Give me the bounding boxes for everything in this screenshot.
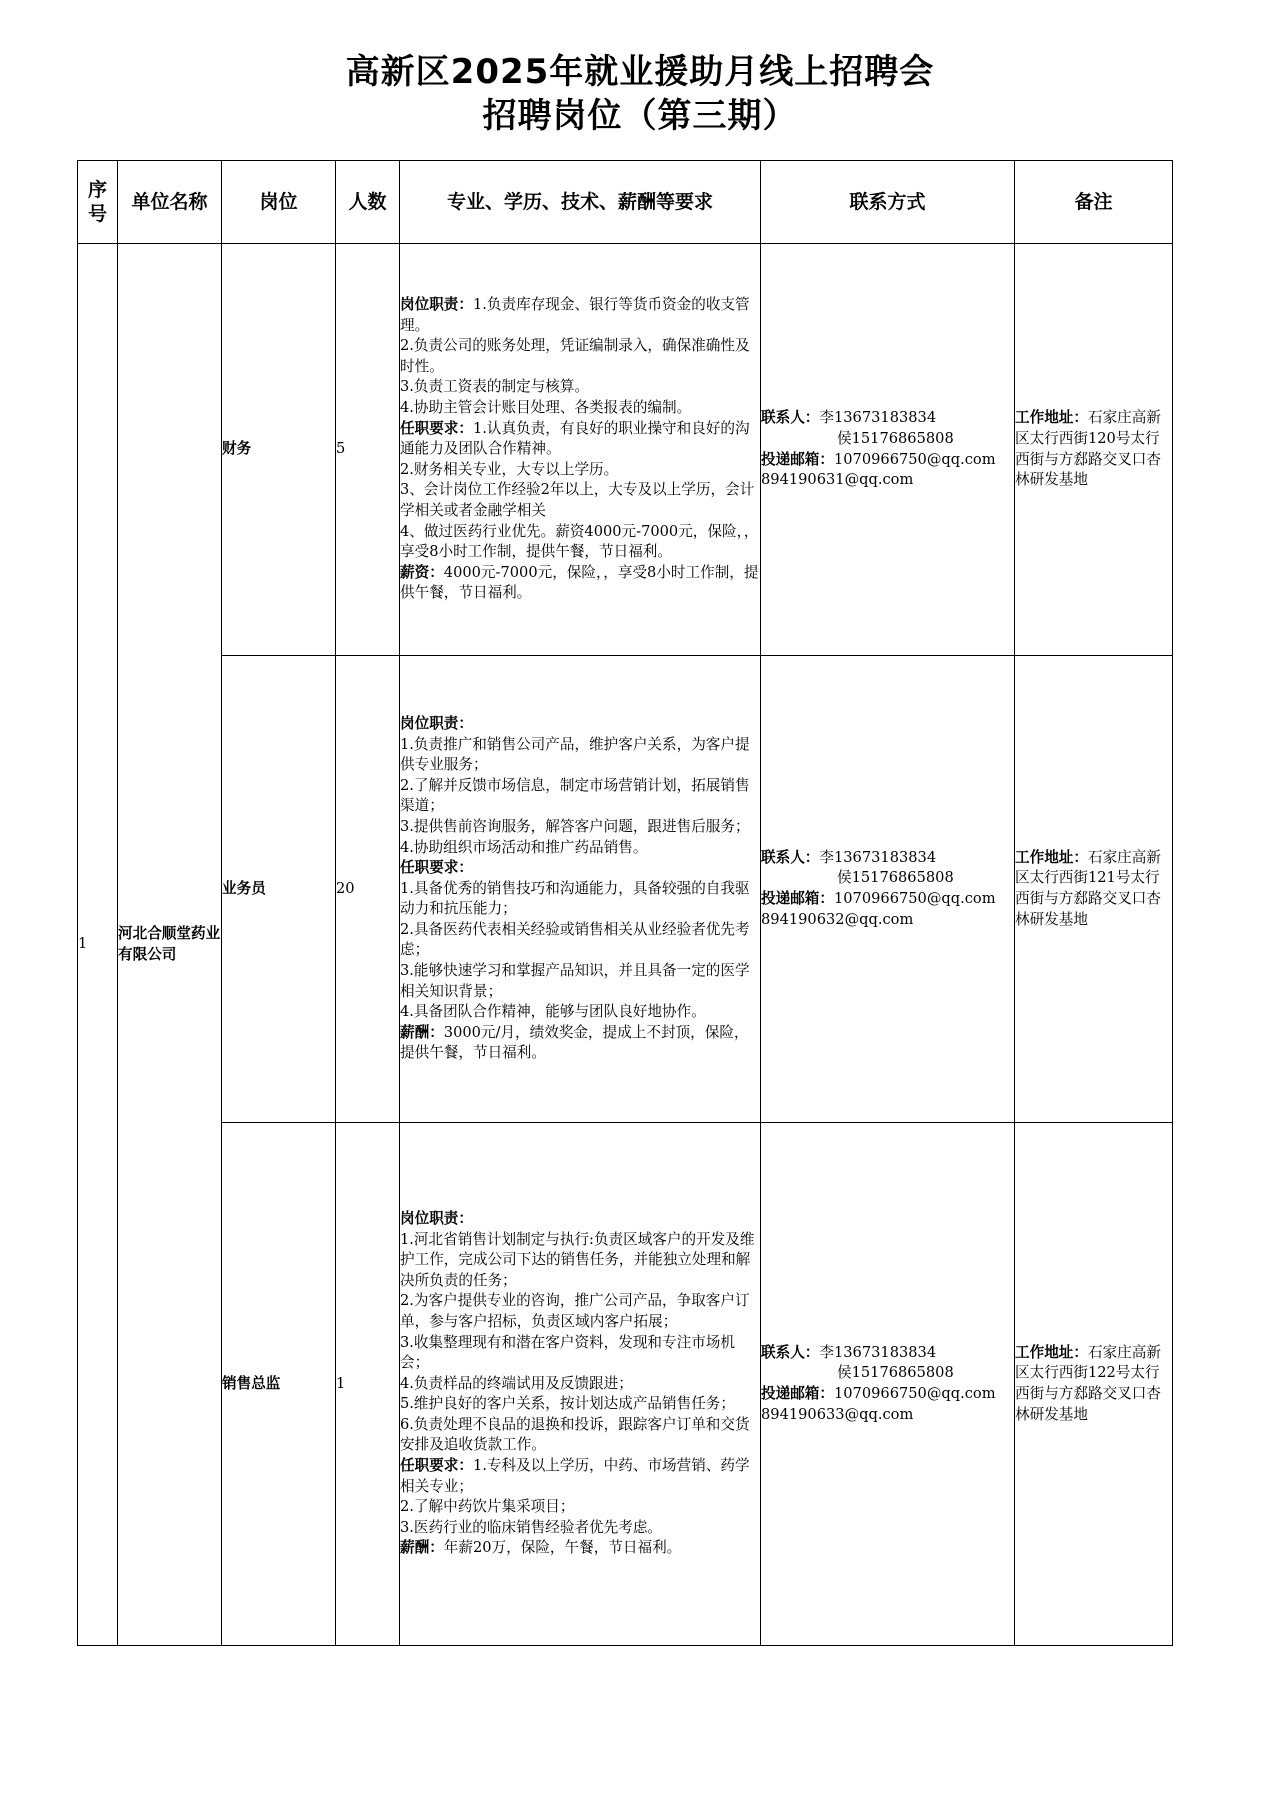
requirements-cell <box>400 656 761 1123</box>
duty-item: 5.维护良好的客户关系，按计划达成产品销售任务； <box>400 1395 735 1413</box>
contact-person-label: 联系人： <box>761 409 820 427</box>
email-label: 投递邮箱： <box>761 1385 834 1402</box>
contact-person-label: 联系人： <box>761 1343 820 1361</box>
duty-label: 岗位职责： <box>400 296 473 314</box>
header-remarks: 备注 <box>1015 161 1173 244</box>
requirement-label: 任职要求： <box>400 419 473 437</box>
contact-person: 李13673183834 <box>819 409 937 427</box>
duty-item: 3.提供售前咨询服务，解答客户问题，跟进售后服务； <box>400 817 750 835</box>
requirement-item: 2.具备医药代表相关经验或销售相关从业经验者优先考虑； <box>400 920 750 959</box>
requirements-cell <box>400 244 761 656</box>
salary-label: 薪酬： <box>400 1539 444 1557</box>
email-label: 投递邮箱： <box>761 450 834 468</box>
requirement-item: 3.医药行业的临床销售经验者优先考虑。 <box>400 1518 663 1536</box>
contact-person: 李13673183834 <box>819 848 937 866</box>
duty-item: 3.收集整理现有和潜在客户资料，发现和专注市场机会； <box>400 1333 735 1372</box>
email-address: 1070966750@qq.com <box>833 450 996 468</box>
salary-text: 年薪20万，保险，午餐，节日福利。 <box>443 1539 682 1557</box>
contact-person: 侯15176865808 <box>837 429 954 447</box>
requirement-item: 4、做过医药行业优先。薪资4000元-7000元，保险，，享受8小时工作制，提供午餐，节日福利。 <box>400 522 759 561</box>
header-requirements: 专业、学历、技术、薪酬等要求 <box>400 161 761 244</box>
duty-item: 4.负责样品的终端试用及反馈跟进； <box>400 1374 633 1392</box>
email-address: 894190633@qq.com <box>761 1405 914 1423</box>
remarks-cell <box>1015 244 1173 656</box>
duty-item: 1.河北省销售计划制定与执行:负责区域客户的开发及维护工作，完成公司下达的销售任务，并能独立处理和解决所负责的任务； <box>400 1230 755 1289</box>
header-position: 岗位 <box>222 161 336 244</box>
duty-item: 6.负责处理不良品的退换和投诉，跟踪客户订单和交货安排及追收货款工作。 <box>400 1415 750 1454</box>
duty-item: 2.负责公司的账务处理，凭证编制录入，确保准确性及时性。 <box>400 337 750 375</box>
count-cell: 5 <box>336 244 400 656</box>
count-cell: 1 <box>336 1123 400 1646</box>
salary-text: 4000元-7000元，保险，，享受8小时工作制，提供午餐，节日福利。 <box>400 563 759 602</box>
email-label: 投递邮箱： <box>761 890 834 907</box>
email-address: 1070966750@qq.com <box>833 890 996 907</box>
salary-label: 薪资： <box>400 563 444 581</box>
remarks-cell <box>1015 656 1173 1123</box>
duty-item: 3.负责工资表的制定与核算。 <box>400 378 590 396</box>
table-row <box>78 1123 1173 1646</box>
remarks-cell <box>1015 1123 1173 1646</box>
header-seq: 序号 <box>78 161 118 244</box>
table-row <box>78 244 1173 656</box>
address-text: 石家庄高新区太行西街121号太行西街与方郄路交叉口杏林研发基地 <box>1015 848 1161 928</box>
duty-label: 岗位职责： <box>400 1209 473 1227</box>
contact-person: 侯15176865808 <box>837 1364 954 1382</box>
duty-item: 1.负责推广和销售公司产品，维护客户关系，为客户提供专业服务； <box>400 735 750 774</box>
contact-cell <box>761 244 1015 656</box>
address-text: 石家庄高新区太行西街120号太行西街与方郄路交叉口杏林研发基地 <box>1015 409 1161 489</box>
title-line-1: 高新区2025年就业援助月线上招聘会 <box>345 52 935 92</box>
address-label: 工作地址： <box>1015 848 1088 866</box>
requirement-item: 1.具备优秀的销售技巧和沟通能力，具备较强的自我驱动力和抗压能力； <box>400 879 750 918</box>
duty-item: 2.为客户提供专业的咨询，推广公司产品，争取客户订单，参与客户招标，负责区域内客户拓展； <box>400 1292 750 1330</box>
duty-item: 2.了解并反馈市场信息，制定市场营销计划，拓展销售渠道； <box>400 776 750 815</box>
duty-item: 1.负责库存现金、银行等货币资金的收支管理。 <box>400 296 750 334</box>
header-company: 单位名称 <box>118 161 222 244</box>
job-table <box>77 160 1173 1646</box>
address-label: 工作地址： <box>1015 1343 1088 1361</box>
requirement-item: 2.了解中药饮片集采项目； <box>400 1498 575 1516</box>
address-label: 工作地址： <box>1015 409 1088 427</box>
position-cell: 财务 <box>222 244 336 656</box>
requirement-label: 任职要求： <box>400 1457 473 1475</box>
email-address: 894190631@qq.com <box>761 471 914 489</box>
title-line-2: 招聘岗位（第三期） <box>482 96 798 136</box>
contact-person: 侯15176865808 <box>837 869 954 887</box>
requirement-item: 1.认真负责，有良好的职业操守和良好的沟通能力及团队合作精神。 <box>400 419 750 458</box>
duty-item: 4.协助组织市场活动和推广药品销售。 <box>400 838 648 856</box>
contact-cell <box>761 656 1015 1123</box>
salary-label: 薪酬： <box>400 1023 444 1041</box>
seq-cell: 1 <box>78 244 118 1646</box>
contact-person-label: 联系人： <box>761 848 820 866</box>
contact-person: 李13673183834 <box>819 1343 937 1361</box>
address-text: 石家庄高新区太行西街122号太行西街与方郄路交叉口杏林研发基地 <box>1015 1343 1161 1423</box>
requirement-item: 4.具备团队合作精神，能够与团队良好地协作。 <box>400 1003 706 1021</box>
header-contact: 联系方式 <box>761 161 1015 244</box>
header-count: 人数 <box>336 161 400 244</box>
document-title <box>0 50 1280 138</box>
duty-label: 岗位职责： <box>400 714 473 732</box>
salary-text: 3000元/月，绩效奖金，提成上不封顶，保险，提供午餐，节日福利。 <box>400 1023 749 1062</box>
position-cell: 业务员 <box>222 656 336 1123</box>
requirement-item: 3.能够快速学习和掌握产品知识，并且具备一定的医学相关知识背景； <box>400 962 750 1000</box>
requirement-label: 任职要求： <box>400 859 473 877</box>
table-row <box>78 656 1173 1123</box>
requirement-item: 3、会计岗位工作经验2年以上，大专及以上学历，会计学相关或者金融学相关 <box>400 481 755 519</box>
company-name: 河北合顺堂药业有限公司 <box>118 244 222 1646</box>
requirement-item: 2.财务相关专业，大专以上学历。 <box>400 460 619 478</box>
header-row <box>78 161 1173 244</box>
count-cell: 20 <box>336 656 400 1123</box>
email-address: 1070966750@qq.com <box>833 1385 996 1402</box>
email-address: 894190632@qq.com <box>761 910 914 928</box>
requirements-cell <box>400 1123 761 1646</box>
duty-item: 4.协助主管会计账目处理、各类报表的编制。 <box>400 399 692 417</box>
contact-cell <box>761 1123 1015 1646</box>
position-cell: 销售总监 <box>222 1123 336 1646</box>
requirement-item: 1.专科及以上学历，中药、市场营销、药学相关专业； <box>400 1457 750 1495</box>
